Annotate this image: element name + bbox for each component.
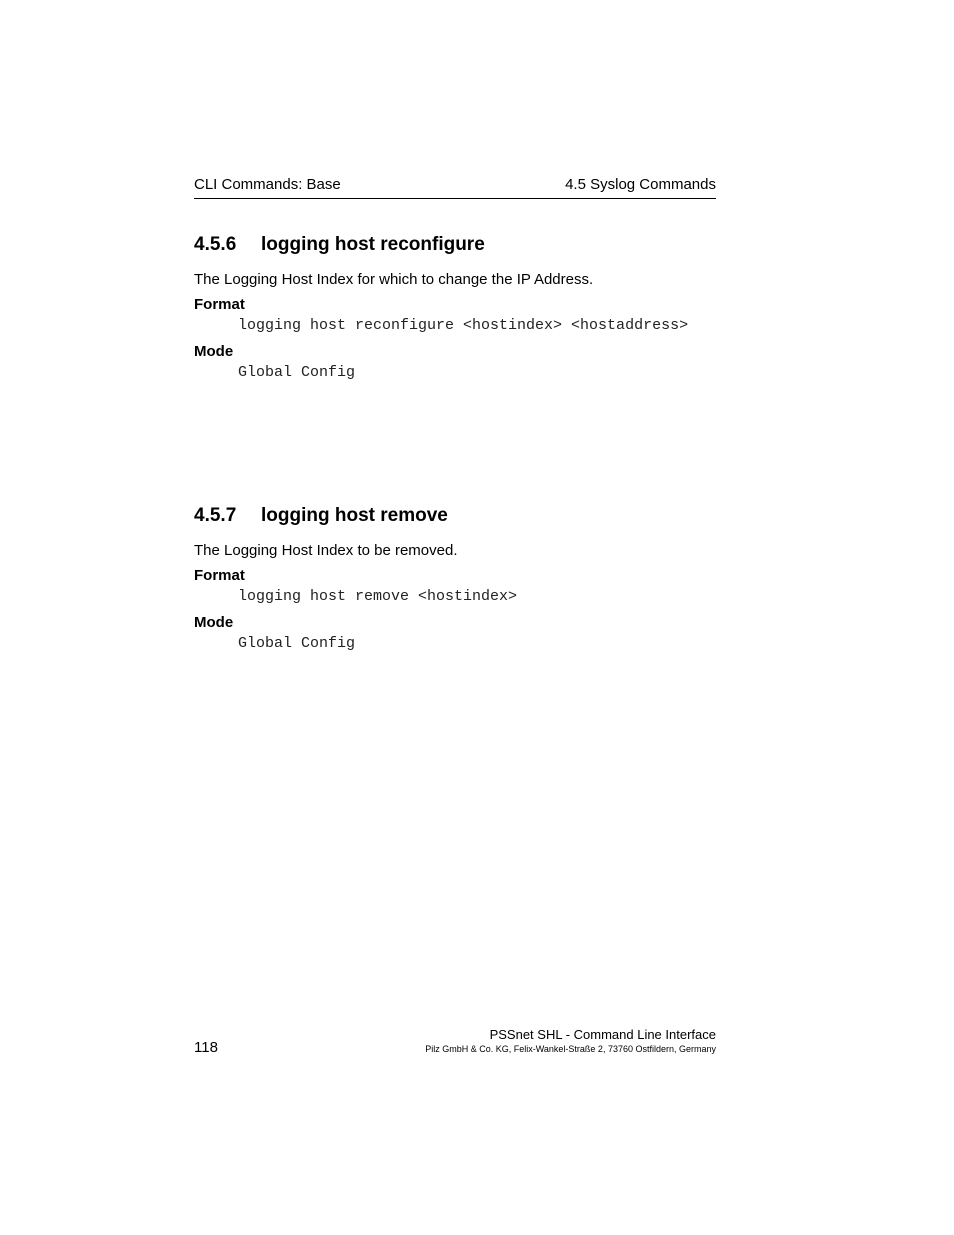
footer-info xyxy=(425,1027,716,1055)
section-description: The Logging Host Index for which to change the IP Address. xyxy=(194,271,594,288)
footer-address: Pilz GmbH & Co. KG, Felix-Wankel-Straße 2, 73760 Ostfildern, Germany xyxy=(425,1044,716,1054)
section-title: logging host reconfigure xyxy=(261,234,485,255)
header-section-title: 4.5 Syslog Commands xyxy=(565,176,716,193)
running-header xyxy=(194,176,716,199)
mode-label: Mode xyxy=(194,343,234,360)
section-heading xyxy=(194,232,716,258)
format-code: logging host remove <hostindex> xyxy=(238,588,518,605)
mode-value: Global Config xyxy=(238,364,356,381)
section-logging-host-remove xyxy=(194,503,716,653)
format-code: logging host reconfigure <hostindex> <hostaddress> xyxy=(238,317,689,334)
mode-value: Global Config xyxy=(238,635,356,652)
header-chapter-title: CLI Commands: Base xyxy=(194,176,341,193)
section-title: logging host remove xyxy=(261,505,448,526)
section-logging-host-reconfigure xyxy=(194,232,716,382)
footer-document-title: PSSnet SHL - Command Line Interface xyxy=(489,1027,716,1042)
section-heading xyxy=(194,503,716,529)
section-number: 4.5.6 xyxy=(194,234,237,255)
page-number: 118 xyxy=(194,1039,218,1056)
format-label: Format xyxy=(194,296,245,313)
format-label: Format xyxy=(194,567,245,584)
section-description: The Logging Host Index to be removed. xyxy=(194,542,458,559)
mode-label: Mode xyxy=(194,614,234,631)
section-number: 4.5.7 xyxy=(194,505,237,526)
